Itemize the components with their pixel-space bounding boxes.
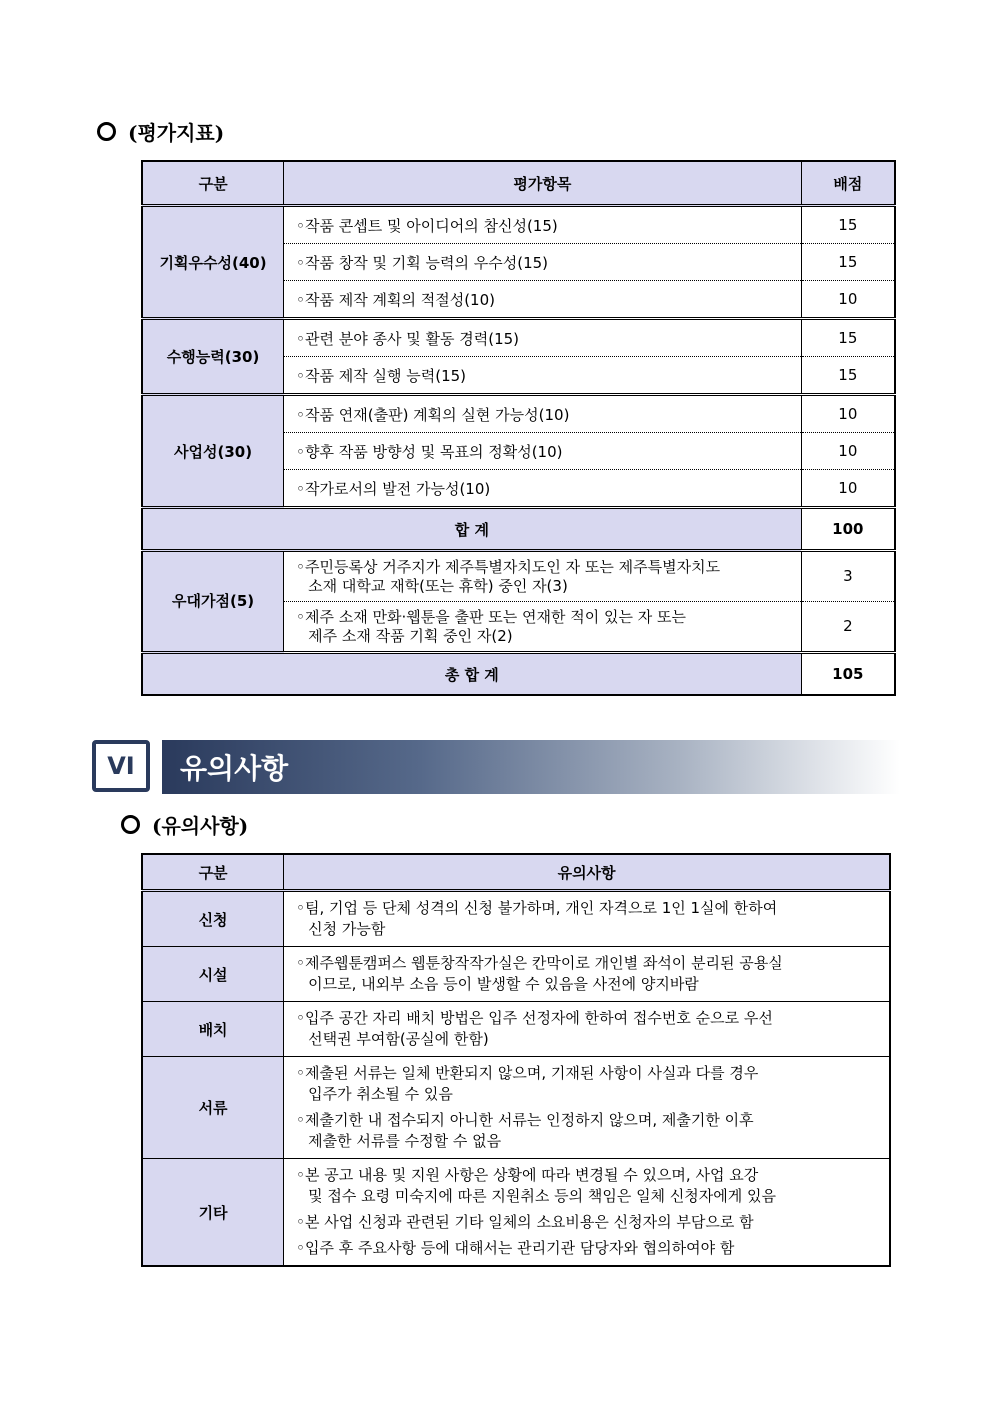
- item-cell: [284, 551, 802, 602]
- notes-cell: [284, 1159, 890, 1267]
- item-line: ◦제주 소재 만화·웹툰을 출판 또는 연재한 적이 있는 자 또는: [296, 607, 686, 626]
- note-item: [296, 1063, 879, 1105]
- section-title-evaluation: [97, 117, 224, 146]
- table-row: [142, 319, 895, 357]
- note-line: 이므로, 내외부 소음 등이 발생할 수 있음을 사전에 양지바람: [308, 975, 699, 993]
- subtotal-score: 100: [801, 508, 895, 551]
- header-category: 구분: [142, 854, 284, 891]
- category-cell: 수행능력(30): [142, 319, 284, 395]
- note-item: [296, 1212, 879, 1233]
- note-line: 및 접수 요령 미숙지에 따른 지원취소 등의 책임은 일체 신청자에게 있음: [308, 1187, 777, 1205]
- table-row: [142, 947, 890, 1002]
- circle-bullet-icon: [121, 815, 140, 834]
- table-row: [142, 891, 890, 947]
- score-cell: 15: [801, 244, 895, 281]
- note-line: ◦제출된 서류는 일체 반환되지 않으며, 기재된 사항이 사실과 다를 경우: [296, 1064, 759, 1082]
- category-cell: 신청: [142, 891, 284, 947]
- note-item: [296, 1238, 879, 1259]
- section-title-text: (유의사항): [152, 814, 249, 838]
- note-line: ◦제출기한 내 접수되지 아니한 서류는 인정하지 않으며, 제출기한 이후: [296, 1111, 754, 1129]
- section-banner: [90, 738, 900, 796]
- section-title-text: (평가지표): [128, 121, 225, 145]
- score-cell: 10: [801, 470, 895, 508]
- table-row: [142, 395, 895, 433]
- note-line: ◦입주 후 주요사항 등에 대해서는 관리기관 담당자와 협의하여야 함: [296, 1239, 735, 1257]
- notes-cell: [284, 1002, 890, 1057]
- table-header-row: [142, 161, 895, 206]
- item-cell: ◦향후 작품 방향성 및 목표의 정확성(10): [284, 433, 802, 470]
- category-cell: 기타: [142, 1159, 284, 1267]
- section-banner-title: 유의사항: [180, 752, 289, 785]
- evaluation-table: [141, 160, 896, 696]
- item-line: 소재 대학교 재학(또는 휴학) 중인 자(3): [308, 576, 568, 595]
- circle-bullet-icon: [97, 122, 116, 141]
- score-cell: 15: [801, 319, 895, 357]
- note-line: ◦본 사업 신청과 관련된 기타 일체의 소요비용은 신청자의 부담으로 함: [296, 1213, 754, 1231]
- item-cell: ◦작품 제작 계획의 적절성(10): [284, 281, 802, 319]
- item-cell: ◦작품 콘셉트 및 아이디어의 참신성(15): [284, 206, 802, 244]
- category-cell: 시설: [142, 947, 284, 1002]
- header-score: 배점: [801, 161, 895, 206]
- table-row: [142, 1002, 890, 1057]
- note-line: ◦팀, 기업 등 단체 성격의 신청 불가하며, 개인 자격으로 1인 1실에 한하여: [296, 899, 778, 917]
- table-row: [142, 206, 895, 244]
- note-line: ◦제주웹툰캠퍼스 웹툰창작작가실은 칸막이로 개인별 좌석이 분리된 공용실: [296, 954, 783, 972]
- table-header-row: [142, 854, 890, 891]
- category-cell: 기획우수성(40): [142, 206, 284, 319]
- category-cell: 서류: [142, 1057, 284, 1159]
- score-cell: 2: [801, 602, 895, 653]
- total-label: 총 합 계: [142, 653, 801, 696]
- subtotal-label: 합 계: [142, 508, 801, 551]
- header-item: 평가항목: [284, 161, 802, 206]
- note-line: 선택권 부여함(공실에 한함): [308, 1030, 489, 1048]
- section-title-notes: [121, 810, 248, 839]
- subtotal-row: [142, 508, 895, 551]
- section-banner-bar: [162, 740, 900, 794]
- note-line: ◦입주 공간 자리 배치 방법은 입주 선정자에 한하여 접수번호 순으로 우선: [296, 1009, 773, 1027]
- item-cell: ◦작품 연재(출판) 계획의 실현 가능성(10): [284, 395, 802, 433]
- table-row: [142, 1057, 890, 1159]
- note-line: 제출한 서류를 수정할 수 없음: [308, 1132, 502, 1150]
- item-cell: ◦작품 제작 실행 능력(15): [284, 357, 802, 395]
- notes-cell: [284, 1057, 890, 1159]
- item-cell: ◦작가로서의 발전 가능성(10): [284, 470, 802, 508]
- section-number-badge: VI: [92, 740, 150, 792]
- total-row: [142, 653, 895, 696]
- notes-table: [141, 853, 891, 1267]
- table-row: [142, 551, 895, 602]
- score-cell: 10: [801, 281, 895, 319]
- note-line: 입주가 취소될 수 있음: [308, 1085, 453, 1103]
- notes-cell: [284, 891, 890, 947]
- item-cell: ◦작품 창작 및 기획 능력의 우수성(15): [284, 244, 802, 281]
- note-item: [296, 1110, 879, 1152]
- notes-cell: [284, 947, 890, 1002]
- note-item: [296, 1165, 879, 1207]
- item-cell: [284, 602, 802, 653]
- header-category: 구분: [142, 161, 284, 206]
- table-row: [142, 1159, 890, 1267]
- note-line: ◦본 공고 내용 및 지원 사항은 상황에 따라 변경될 수 있으며, 사업 요강: [296, 1166, 759, 1184]
- bonus-category-cell: 우대가점(5): [142, 551, 284, 653]
- item-line: ◦주민등록상 거주지가 제주특별자치도인 자 또는 제주특별자치도: [296, 557, 721, 576]
- item-cell: ◦관련 분야 종사 및 활동 경력(15): [284, 319, 802, 357]
- note-line: 신청 가능함: [308, 920, 386, 938]
- score-cell: 10: [801, 433, 895, 470]
- total-score: 105: [801, 653, 895, 696]
- score-cell: 15: [801, 357, 895, 395]
- category-cell: 배치: [142, 1002, 284, 1057]
- header-notes: 유의사항: [284, 854, 890, 891]
- score-cell: 10: [801, 395, 895, 433]
- item-line: 제주 소재 작품 기획 중인 자(2): [308, 626, 513, 645]
- score-cell: 3: [801, 551, 895, 602]
- category-cell: 사업성(30): [142, 395, 284, 508]
- score-cell: 15: [801, 206, 895, 244]
